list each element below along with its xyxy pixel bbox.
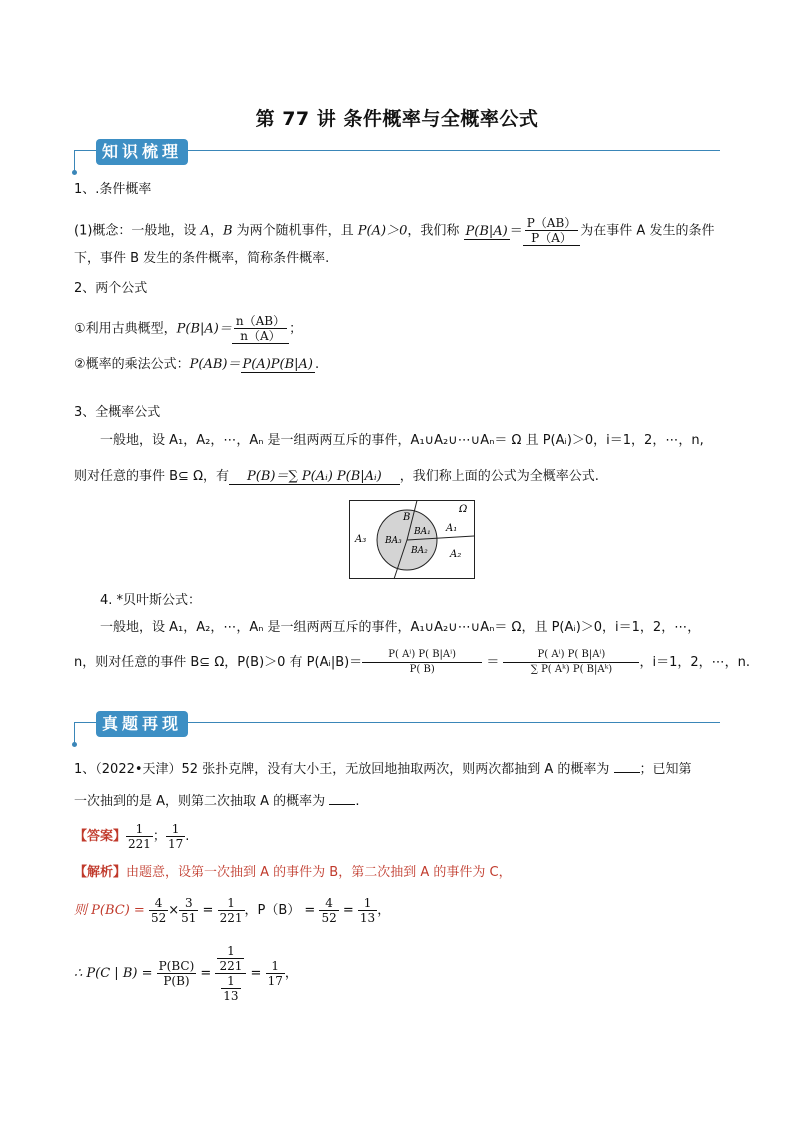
diagram-b: B [403, 512, 411, 523]
k2-fraction: $\frac{n(AB)}{n(A)}$ [232, 314, 289, 344]
answer-fraction-1: $\frac{1}{221}$ [128, 822, 151, 851]
q1-blank-1 [614, 760, 640, 773]
k4-line2: n，则对任意的事件 B⊆ Ω，P(B)＞0 有 P(Aᵢ|B)＝ $\frac{\text{P( Aⁱ) P( B|Aⁱ)}}{P( B)}$ ＝ $\frac{\text{P( Aⁱ) P( B|Aⁱ)}}{\text{∑ P( Aᵏ) P( B|Aᵏ)}}$ ，i＝1，2，⋯，n. [74, 649, 750, 675]
k4-heading: 4. *贝叶斯公式： [100, 593, 202, 608]
k1-pba: P(B|A) [465, 223, 508, 239]
analysis-calc-1: 则 P(BC) = $\frac{4}{52}$ × $\frac{3}{51}$ = $\frac{1}{221}$ ，P（B） = $\frac{4}{52}$ = $\frac{1}{13}$ ， [74, 896, 391, 925]
analysis-label: 【解析】 [74, 865, 127, 880]
section-bracket-2 [74, 722, 75, 744]
q1-line2: 一次抽到的是 A，则第二次抽取 A 的概率为 . [74, 794, 360, 809]
total-prob-formula: P(B)＝∑ P(Aᵢ) P(B|Aᵢ) [229, 469, 400, 485]
venn-diagram [349, 500, 475, 580]
answer-label: 【答案】 [74, 829, 127, 844]
k1-line2: 下，事件 B 发生的条件概率，简称条件概率. [74, 251, 330, 266]
diagram-omega: Ω [459, 504, 468, 515]
answer-line: 【答案】 $\frac{1}{221}$ ； $\frac{1}{17}$ . [74, 822, 190, 851]
k1-fraction: $\frac{P(AB)}{P(A)}$ [523, 216, 581, 246]
analysis-calc-2: ∴ P(C | B) = $\frac{P(BC)}{P(B)}$ = $\frac{\frac{1}{221}}{\frac{1}{13}}$ = $\frac{1}{17}$ ， [74, 944, 298, 1003]
k2-formula1: ①利用古典概型，P(B|A)＝ $\frac{n(AB)}{n(A)}$ ； [74, 314, 303, 343]
k3-line1: 一般地，设 A₁，A₂，⋯，Aₙ 是一组两两互斥的事件，A₁∪A₂∪⋯∪Aₙ＝ Ω 且 P(Aᵢ)＞0，i＝1，2，⋯，n, [100, 433, 704, 448]
diagram-a1: A₁ [446, 523, 458, 534]
k2-formula2: ②概率的乘法公式：P(AB)＝ P(A)P(B|A) . [74, 357, 320, 372]
analysis-line: 【解析】由题意，设第一次抽到 A 的事件为 B，第二次抽到 A 的事件为 C， [74, 865, 512, 880]
bayes-fraction-2: $\frac{\text{P( Aⁱ) P( B|Aⁱ)}}{\text{∑ P( Aᵏ) P( B|Aᵏ)}}$ [503, 648, 639, 677]
section-dot-2 [72, 742, 77, 747]
diagram-ba2: BA₂ [411, 546, 428, 556]
k4-line1: 一般地，设 A₁，A₂，⋯，Aₙ 是一组两两互斥的事件，A₁∪A₂∪⋯∪Aₙ＝ Ω，且 P(Aᵢ)＞0，i＝1，2，⋯， [100, 620, 701, 635]
section-tab-knowledge: 知识梳理 [96, 139, 188, 165]
k3-line2: 则对任意的事件 B⊆ Ω，有 P(B)＝∑ P(Aᵢ) P(B|Aᵢ) ，我们称上面的公式为全概率公式. [74, 469, 599, 484]
k2-heading: 2、两个公式 [74, 281, 148, 296]
diagram-ba1: BA₁ [414, 527, 431, 537]
k1-heading: 1、.条件概率 [74, 182, 152, 197]
diagram-ba3: BA₃ [385, 536, 402, 546]
answer-fraction-2: $\frac{1}{17}$ [167, 822, 184, 851]
k1-line1: (1)概念：一般地，设 A，B 为两个随机事件，且 P(A)＞0，我们称 P(B|A) ＝ $\frac{P(AB)}{P(A)}$ 为在事件 A 发生的条件 [74, 216, 715, 245]
diagram-a3: A₃ [355, 534, 367, 545]
section-dot [72, 170, 77, 175]
q1-blank-2 [329, 792, 355, 805]
bayes-fraction-1: $\frac{\text{P( Aⁱ) P( B|Aⁱ)}}{P( B)}$ [362, 648, 482, 677]
page-title: 第 77 讲 条件概率与全概率公式 [255, 108, 539, 130]
diagram-a2: A₂ [450, 549, 462, 560]
section-bracket [74, 150, 75, 172]
compound-fraction: $\frac{\frac{1}{221}}{\frac{1}{13}}$ [215, 944, 246, 1003]
section-tab-exam: 真题再现 [96, 711, 188, 737]
k3-heading: 3、全概率公式 [74, 405, 161, 420]
q1-line1: 1、（2022•天津）52 张扑克牌，没有大小王，无放回地抽取两次，则两次都抽到 A 的概率为 ；已知第 [74, 762, 692, 777]
